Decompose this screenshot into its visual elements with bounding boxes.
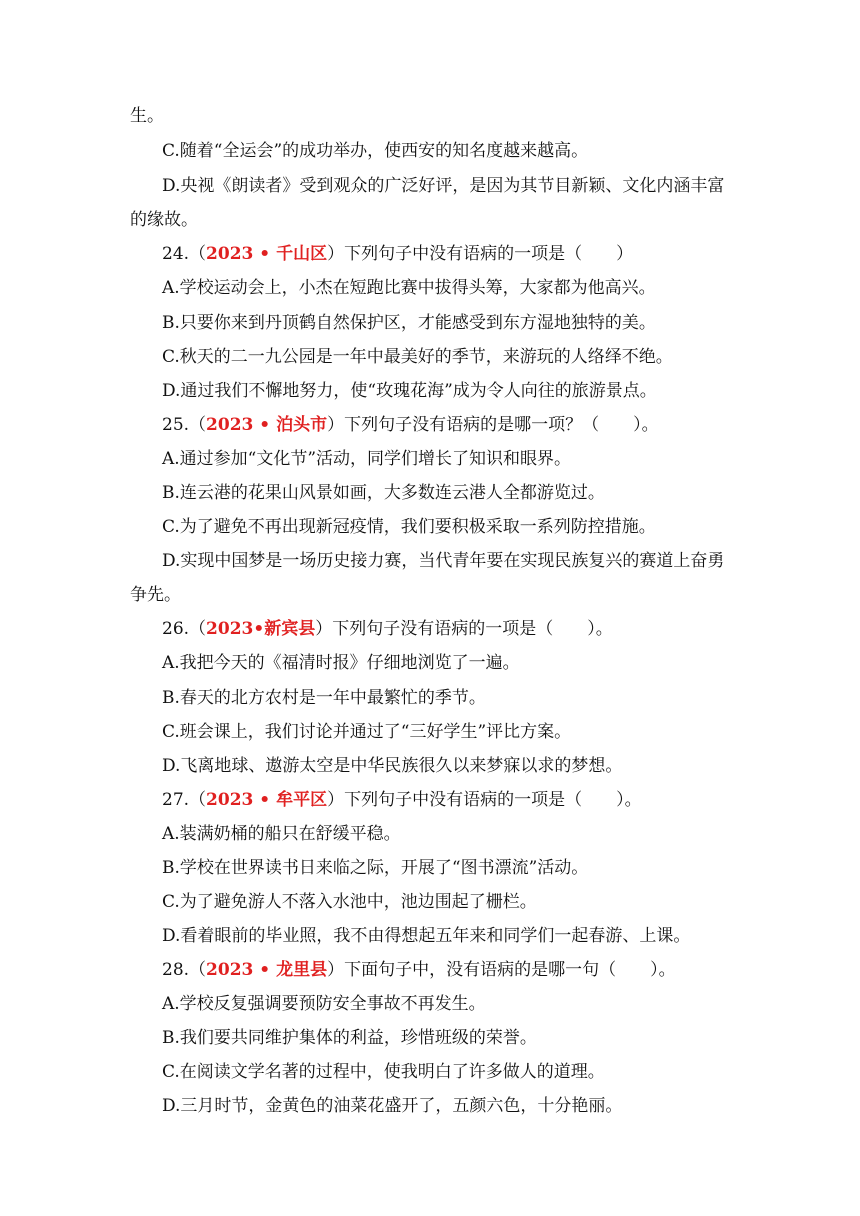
q27-stem <box>162 788 642 812</box>
q23-option-c: C.随着“全运会”的成功举办，使西安的知名度越来越高。 <box>162 141 589 161</box>
q28-source: 2023 • 龙里县 <box>206 960 328 980</box>
q26-question: ）下列句子没有语病的一项是（ ）。 <box>315 619 613 639</box>
q28-stem <box>162 958 676 982</box>
q28-number: 28.（ <box>162 960 207 980</box>
q28-question: ）下面句子中，没有语病的是哪一句（ ）。 <box>327 960 676 980</box>
q24-question: ）下列句子中没有语病的一项是（ ） <box>327 244 634 264</box>
q23-option-d: D.央视《朗读者》受到观众的广泛好评，是因为其节目新颖、文化内涵丰富 <box>162 176 725 196</box>
q26-option-b: B.春天的北方农村是一年中最繁忙的季节。 <box>162 688 486 708</box>
q26-option-c: C.班会课上，我们讨论并通过了“三好学生”评比方案。 <box>162 722 572 742</box>
q28-option-a: A.学校反复强调要预防安全事故不再发生。 <box>162 994 486 1014</box>
q25-option-b: B.连云港的花果山风景如画，大多数连云港人全都游览过。 <box>162 483 605 503</box>
q28-option-b: B.我们要共同维护集体的利益，珍惜班级的荣誉。 <box>162 1028 537 1048</box>
q25-number: 25.（ <box>162 415 207 435</box>
q26-stem <box>162 617 613 641</box>
q24-option-d: D.通过我们不懈地努力，使“玫瑰花海”成为令人向往的旅游景点。 <box>162 381 657 401</box>
q25-source: 2023 • 泊头市 <box>206 415 328 435</box>
q26-option-a: A.我把今天的《福清时报》仔细地浏览了一遍。 <box>162 653 520 673</box>
q25-question: ）下列句子没有语病的是哪一项？（ ）。 <box>327 415 659 435</box>
q25-option-a: A.通过参加“文化节”活动，同学们增长了知识和眼界。 <box>162 449 572 469</box>
q24-stem <box>162 242 633 266</box>
q24-number: 24.（ <box>162 244 207 264</box>
q27-option-b: B.学校在世界读书日来临之际，开展了“图书漂流”活动。 <box>162 858 589 878</box>
q26-number: 26.（ <box>162 619 207 639</box>
q25-option-d-cont: 争先。 <box>130 585 181 605</box>
q24-source: 2023 • 千山区 <box>206 244 328 264</box>
q23-option-d-cont: 的缘故。 <box>130 210 198 230</box>
q24-option-c: C.秋天的二一九公园是一年中最美好的季节，来游玩的人络绎不绝。 <box>162 347 673 367</box>
q24-option-a: A.学校运动会上，小杰在短跑比赛中拔得头筹，大家都为他高兴。 <box>162 278 656 298</box>
q27-question: ）下列句子中没有语病的一项是（ ）。 <box>327 790 642 810</box>
q26-option-d: D.飞离地球、遨游太空是中华民族很久以来梦寐以求的梦想。 <box>162 756 623 776</box>
q27-option-d: D.看着眼前的毕业照，我不由得想起五年来和同学们一起春游、上课。 <box>162 926 691 946</box>
q27-source: 2023 • 牟平区 <box>206 790 328 810</box>
q27-option-a: A.装满奶桶的船只在舒缓平稳。 <box>162 824 401 844</box>
q25-option-c: C.为了避免不再出现新冠疫情，我们要积极采取一系列防控措施。 <box>162 517 656 537</box>
q25-option-d: D.实现中国梦是一场历史接力赛，当代青年要在实现民族复兴的赛道上奋勇 <box>162 551 725 571</box>
q26-source: 2023•新宾县 <box>206 619 316 639</box>
q25-stem <box>162 413 659 437</box>
q27-number: 27.（ <box>162 790 207 810</box>
q24-option-b: B.只要你来到丹顶鹤自然保护区，才能感受到东方湿地独特的美。 <box>162 313 656 333</box>
q28-option-d: D.三月时节，金黄色的油菜花盛开了，五颜六色，十分艳丽。 <box>162 1096 623 1116</box>
q28-option-c: C.在阅读文学名著的过程中，使我明白了许多做人的道理。 <box>162 1062 605 1082</box>
q23-continuation: 生。 <box>130 106 164 126</box>
q27-option-c: C.为了避免游人不落入水池中，池边围起了栅栏。 <box>162 892 537 912</box>
